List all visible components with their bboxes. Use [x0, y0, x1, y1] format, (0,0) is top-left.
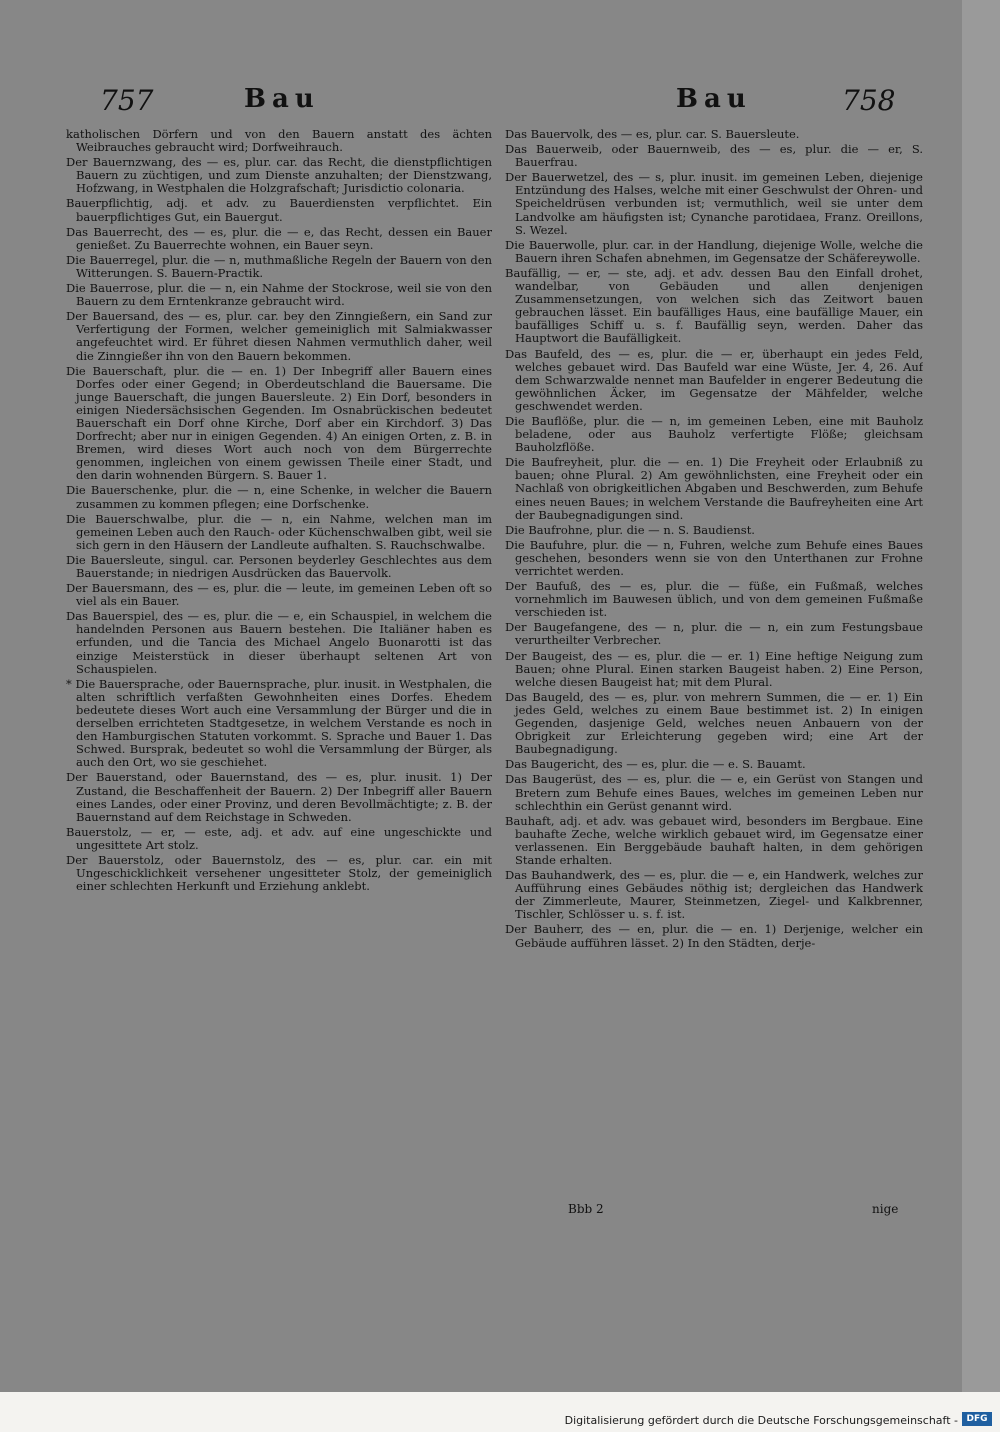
dictionary-entry: Das Bauervolk, des — es, plur. car. S. Bauersleute.	[505, 128, 800, 141]
dictionary-entry: katholischen Dörfern und von den Bauern anstatt des ächten Weibrauches gebraucht wird; Dorfweihrauch.	[66, 128, 492, 155]
dictionary-entry: Das Bauerspiel, des — es, plur. die — e, ein Schauspiel, in welchem die handelnden Personen aus Bauern bestehen. Die Italiäner haben es erfunden, und die Tancia des Michael Angelo Buonarotti ist das einzige Meisterstück in dieser überhaupt seltenen Art von Schauspielen.	[66, 609, 492, 676]
dictionary-entry: Der Bauerwetzel, des — s, plur. inusit. im gemeinen Leben, diejenige Entzündung des Halses, welche mit einer Geschwulst der Ohren- und Speicheldrüsen verbunden ist; vermuthlich, weil sie unter dem Landvolke am häufigsten ist; Cynanche parotidaea, Franz. Oreillons, S. Wezel.	[505, 170, 923, 237]
dictionary-entry: Das Bauerweib, oder Bauernweib, des — es, plur. die — er, S. Bauerfrau.	[505, 142, 923, 170]
page-edge-shadow	[962, 0, 1000, 1392]
dictionary-entry: Der Bauernzwang, des — es, plur. car. das Recht, die dienstpflichtigen Bauern zu züchtigen, und zum Dienste anzuhalten; der Dienstzwang, Hofzwang, in Westphalen die Holzgrafschaft; Jurisdictio colonaria.	[66, 155, 492, 196]
dictionary-entry: * Die Bauersprache, oder Bauernsprache, plur. inusit. in Westphalen, die alten schriftlich verfaßten Gewohnheiten eines Dorfes. Ehedem bedeutete dieses Wort auch eine Versammlung der Bürger und die in derselben errichteten Stadtgesetze, in welchem Verstande es noch in den Hamburgischen Statuten vorkommt. S. Sprache und Bauer 1. Das Schwed. Bursprak, bedeutet so wohl die Versammlung der Bürger, als auch den Ort, wo sie geschiehet.	[66, 676, 492, 770]
dictionary-entry: Die Bauflöße, plur. die — n, im gemeinen Leben, eine mit Bauholz beladene, oder aus Bauholz verfertigte Flöße; gleichsam Bauholzflöße.	[505, 413, 923, 455]
footer-bar	[0, 1392, 1000, 1432]
dictionary-entry: Der Bauersand, des — es, plur. car. bey den Zinngießern, ein Sand zur Verfertigung der Formen, welcher gemeiniglich mit Salmiakwasser angefeuchtet wird. Er führet diesen Nahmen vermuthlich daher, weil die Zinngießer ihn von den Bauern bekommen.	[66, 309, 492, 363]
dictionary-entry: Bauerstolz, — er, — este, adj. et adv. auf eine ungeschickte und ungesittete Art stolz.	[66, 824, 492, 852]
right-page-number: 758	[842, 84, 896, 117]
dictionary-entry: Die Baufrohne, plur. die — n. S. Baudienst.	[505, 522, 755, 537]
dictionary-entry: Bauerpflichtig, adj. et adv. zu Bauerdiensten verpflichtet. Ein bauerpflichtiges Gut, ein Bauergut.	[66, 196, 492, 224]
right-running-head: Bau	[676, 84, 752, 114]
left-running-head: Bau	[244, 84, 320, 114]
page-header	[0, 84, 1000, 124]
dictionary-entry: Die Bauerschwalbe, plur. die — n, ein Nahme, welchen man im gemeinen Leben auch den Rauch- oder Küchenschwalben gibt, weil sie sich gern in den Häusern der Landleute aufhalten. S. Rauchschwalbe.	[66, 511, 492, 552]
dictionary-entry: Der Bauherr, des — en, plur. die — en. 1) Derjenige, welcher ein Gebäude aufführen lässet. 2) In den Städten, derje-	[505, 922, 923, 950]
dictionary-entry: Der Bauerstolz, oder Bauernstolz, des — es, plur. car. ein mit Ungeschicklichkeit versehener ungesitteter Stolz, der gemeiniglich einer schlechten Herkunft und Erziehung anklebt.	[66, 852, 492, 894]
dictionary-entry: Der Bauerstand, oder Bauernstand, des — es, plur. inusit. 1) Der Zustand, die Beschaffenheit der Bauern. 2) Der Inbegriff aller Bauern eines Landes, oder einer Provinz, und deren Bevollmächtigte; z. B. der Bauernstand auf dem Reichstage in Schweden.	[66, 770, 492, 824]
signature-mark: Bbb 2	[568, 1202, 604, 1216]
dictionary-entry: Die Bauerrose, plur. die — n, ein Nahme der Stockrose, weil sie von den Bauern zu dem Erntenkranze gebraucht wird.	[66, 281, 492, 309]
dictionary-entry: Der Baugeist, des — es, plur. die — er. 1) Eine heftige Neigung zum Bauen; ohne Plural. Einen starken Baugeist haben. 2) Eine Person, welche diesen Baugeist hat; mit dem Plural.	[505, 648, 923, 689]
dictionary-entry: Das Baugerüst, des — es, plur. die — e, ein Gerüst von Stangen und Bretern zum Behufe eines Baues, welches im gemeinen Leben nur schlechthin ein Gerüst genannt wird.	[505, 772, 923, 813]
dictionary-entry: Das Baugeld, des — es, plur. von mehrern Summen, die — er. 1) Ein jedes Geld, welches zu einem Baue bestimmet ist. 2) In einigen Gegenden, dasjenige Geld, welches neuen Anbauern von der Obrigkeit zur Erleichterung gegeben wird; eine Art der Baubegnadigung.	[505, 689, 923, 757]
dictionary-entry: Die Bauerschenke, plur. die — n, eine Schenke, in welcher die Bauern zusammen zu kommen pflegen; eine Dorfschenke.	[66, 483, 492, 511]
dictionary-entry: Die Bauerwolle, plur. car. in der Handlung, diejenige Wolle, welche die Bauern ihren Schafen abnehmen, im Gegensatze der Schäfereywolle.	[505, 237, 923, 265]
dictionary-entry: Baufällig, — er, — ste, adj. et adv. dessen Bau den Einfall drohet, wandelbar, von Gebäuden und allen denjenigen Zusammensetzungen, von welchen sich das Zeitwort bauen gebrauchen lässet. Ein baufälliges Haus, eine baufällige Mauer, ein baufälliges Schiff u. s. f. Baufällig seyn, werden. Daher das Hauptwort die Baufälligkeit.	[505, 265, 923, 346]
funding-notice: Digitalisierung gefördert durch die Deutsche Forschungsgemeinschaft -	[564, 1414, 958, 1427]
catchword: nige	[872, 1202, 899, 1216]
dictionary-entry: Bauhaft, adj. et adv. was gebauet wird, besonders im Bergbaue. Eine bauhafte Zeche, welche wirklich gebauet wird, im Gegensatze einer verlassenen. Ein Berggebäude bauhaft halten, in dem gehörigen Stande erhalten.	[505, 813, 923, 867]
left-column	[66, 128, 492, 1228]
dfg-logo[interactable]: DFG	[962, 1412, 992, 1426]
dictionary-entry: Das Baufeld, des — es, plur. die — er, überhaupt ein jedes Feld, welches gebauet wird. Das Baufeld war eine Wüste, Jer. 4, 26. Auf dem Schwarzwalde nennet man Baufelder in engerer Bedeutung die gewöhnlichen Äcker, im Gegensatze der Mähfelder, welche geschwendet werden.	[505, 346, 923, 413]
right-column	[505, 128, 923, 1228]
dictionary-entry: Der Baugefangene, des — n, plur. die — n, ein zum Festungsbaue verurtheilter Verbrecher.	[505, 620, 923, 648]
dictionary-entry: Die Baufuhre, plur. die — n, Fuhren, welche zum Behufe eines Baues geschehen, besonders wenn sie von den Unterthanen zur Frohne verrichtet werden.	[505, 537, 923, 578]
dictionary-entry: Der Baufuß, des — es, plur. die — füße, ein Fußmaß, welches vornehmlich im Bauwesen üblich, und von dem gemeinen Fußmaße verschieden ist.	[505, 579, 923, 620]
dictionary-entry: Der Bauersmann, des — es, plur. die — leute, im gemeinen Leben oft so viel als ein Bauer.	[66, 581, 492, 609]
dictionary-entry: Das Bauerrecht, des — es, plur. die — e, das Recht, dessen ein Bauer genießet. Zu Bauerrechte wohnen, ein Bauer seyn.	[66, 224, 492, 252]
dictionary-entry: Die Bauerschaft, plur. die — en. 1) Der Inbegriff aller Bauern eines Dorfes oder einer Gegend; in Oberdeutschland die Bauersame. Die junge Bauerschaft, die jungen Bauersleute. 2) Ein Dorf, besonders in einigen Niedersächsischen Gegenden. Im Osnabrückischen bedeutet Bauerschaft ein Dorf ohne Kirche, Dorf aber ein Kirchdorf. 3) Das Dorfrecht; aber nur in einigen Gegenden. 4) An einigen Orten, z. B. in Bremen, wird dieses Wort auch noch von dem Bürgerrechte genommen, ingleichen von einem gewissen Theile einer Stadt, und den darin wohnenden Bürgern. S. Bauer 1.	[66, 363, 492, 483]
dictionary-entry: Die Bauersleute, singul. car. Personen beyderley Geschlechtes aus dem Bauerstande; in niedrigen Ausdrücken das Bauervolk.	[66, 552, 492, 580]
dictionary-entry: Das Baugericht, des — es, plur. die — e. S. Bauamt.	[505, 757, 806, 772]
dictionary-entry: Die Baufreyheit, plur. die — en. 1) Die Freyheit oder Erlaubniß zu bauen; ohne Plural. 2) Am gewöhnlichsten, eine Freyheit oder ein Nachlaß von obrigkeitlichen Abgaben und Beschwerden, zum Behufe eines neuen Baues; in welchem Verstande die Baufreyheiten eine Art der Baubegnadigungen sind.	[505, 455, 923, 522]
left-page-number: 757	[100, 84, 154, 117]
dictionary-entry: Die Bauerregel, plur. die — n, muthmaßliche Regeln der Bauern von den Witterungen. S. Bauern-Practik.	[66, 252, 492, 280]
dictionary-entry: Das Bauhandwerk, des — es, plur. die — e, ein Handwerk, welches zur Aufführung eines Gebäudes nöthig ist; dergleichen das Handwerk der Zimmerleute, Maurer, Steinmetzen, Ziegel- und Kalkbrenner, Tischler, Schlösser u. s. f. ist.	[505, 868, 923, 922]
